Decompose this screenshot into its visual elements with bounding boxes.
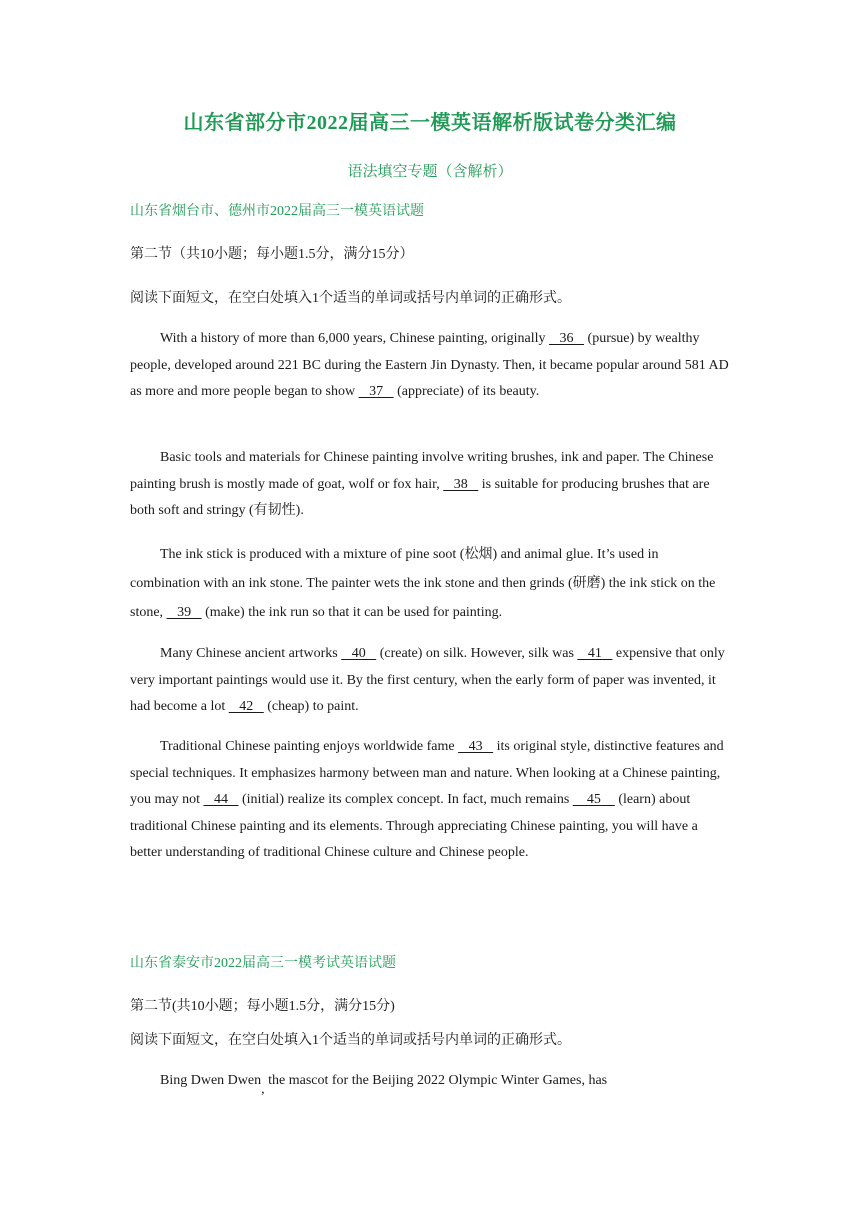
blank-40[interactable]: 40 bbox=[341, 646, 377, 661]
text: the mascot for the Beijing 2022 Olympic Winter Games, has bbox=[264, 1073, 608, 1088]
text: Bing Dwen Dwen bbox=[160, 1073, 262, 1088]
text: (cheap) to paint. bbox=[263, 699, 359, 714]
text: is suitable for producing brushes that are both soft and stringy (有韧性). bbox=[130, 476, 710, 518]
passage-paragraph-5 bbox=[130, 734, 730, 867]
text: (appreciate) of its beauty. bbox=[393, 384, 540, 399]
passage-paragraph-4 bbox=[130, 641, 730, 721]
blank-45[interactable]: 45 bbox=[572, 792, 615, 807]
passage-2-paragraph-1 bbox=[130, 1068, 730, 1095]
text: Many Chinese ancient artworks bbox=[160, 646, 342, 661]
blank-41[interactable]: 41 bbox=[577, 646, 613, 661]
blank-39[interactable]: 39 bbox=[166, 605, 202, 620]
text: (make) the ink run so that it can be used for painting. bbox=[201, 605, 503, 620]
blank-37[interactable]: 37 bbox=[358, 384, 394, 399]
blank-43[interactable]: 43 bbox=[458, 739, 494, 754]
section-1-source: 山东省烟台市、德州市2022届高三一模英语试题 bbox=[130, 204, 424, 219]
section-2-instruction: 阅读下面短文，在空白处填入1个适当的单词或括号内单词的正确形式。 bbox=[130, 1033, 571, 1048]
text: With a history of more than 6,000 years, Chinese painting, originally bbox=[160, 331, 550, 346]
section-1-part-header: 第二节（共10小题；每小题1.5分，满分15分） bbox=[130, 247, 414, 262]
text: The ink stick is produced with a mixture of pine soot (松烟) and animal glue. It’s used in combination with an ink stone. The painter wets the ink stone and then grinds (研磨) the ink stick on the stone, bbox=[130, 547, 716, 620]
text: Basic tools and materials for Chinese painting involve writing brushes, ink and paper. The Chinese painting brush is mostly made of goat, wolf or fox hair, bbox=[130, 450, 714, 492]
text: Traditional Chinese painting enjoys worldwide fame bbox=[160, 739, 459, 754]
blank-42[interactable]: 42 bbox=[228, 699, 264, 714]
passage-paragraph-1 bbox=[130, 326, 730, 406]
blank-36[interactable]: 36 bbox=[549, 331, 585, 346]
comma: , bbox=[261, 1082, 265, 1097]
text: (create) on silk. However, silk was bbox=[376, 646, 578, 661]
text: (pursue) by wealthy people, developed around 221 BC during the Eastern Jin Dynasty. Then, it became popular around 581 AD as more and more people began to show bbox=[130, 331, 729, 399]
text: its original style, distinctive features and special techniques. It emphasizes harmony between man and nature. When looking at a Chinese painting, you may not bbox=[130, 739, 724, 807]
blank-44[interactable]: 44 bbox=[203, 792, 239, 807]
text: (learn) about traditional Chinese painting and its elements. Through appreciating Chinese painting, you will have a better understanding of traditional Chinese culture and Chinese people. bbox=[130, 792, 698, 860]
section-1-instruction: 阅读下面短文，在空白处填入1个适当的单词或括号内单词的正确形式。 bbox=[130, 291, 571, 306]
text: (initial) realize its complex concept. In fact, much remains bbox=[238, 792, 573, 807]
document-title: 山东省部分市2022届高三一模英语解析版试卷分类汇编 bbox=[183, 112, 677, 134]
passage-paragraph-3 bbox=[130, 540, 730, 627]
section-2-part-header: 第二节(共10小题；每小题1.5分，满分15分) bbox=[130, 999, 395, 1014]
text: expensive that only very important paintings would use it. By the first century, when the early form of paper was invented, it had become a lot bbox=[130, 646, 725, 714]
section-2-source: 山东省泰安市2022届高三一模考试英语试题 bbox=[130, 956, 396, 971]
blank-38[interactable]: 38 bbox=[443, 476, 479, 492]
passage-paragraph-2 bbox=[130, 445, 730, 525]
document-subtitle: 语法填空专题（含解析） bbox=[347, 164, 513, 180]
